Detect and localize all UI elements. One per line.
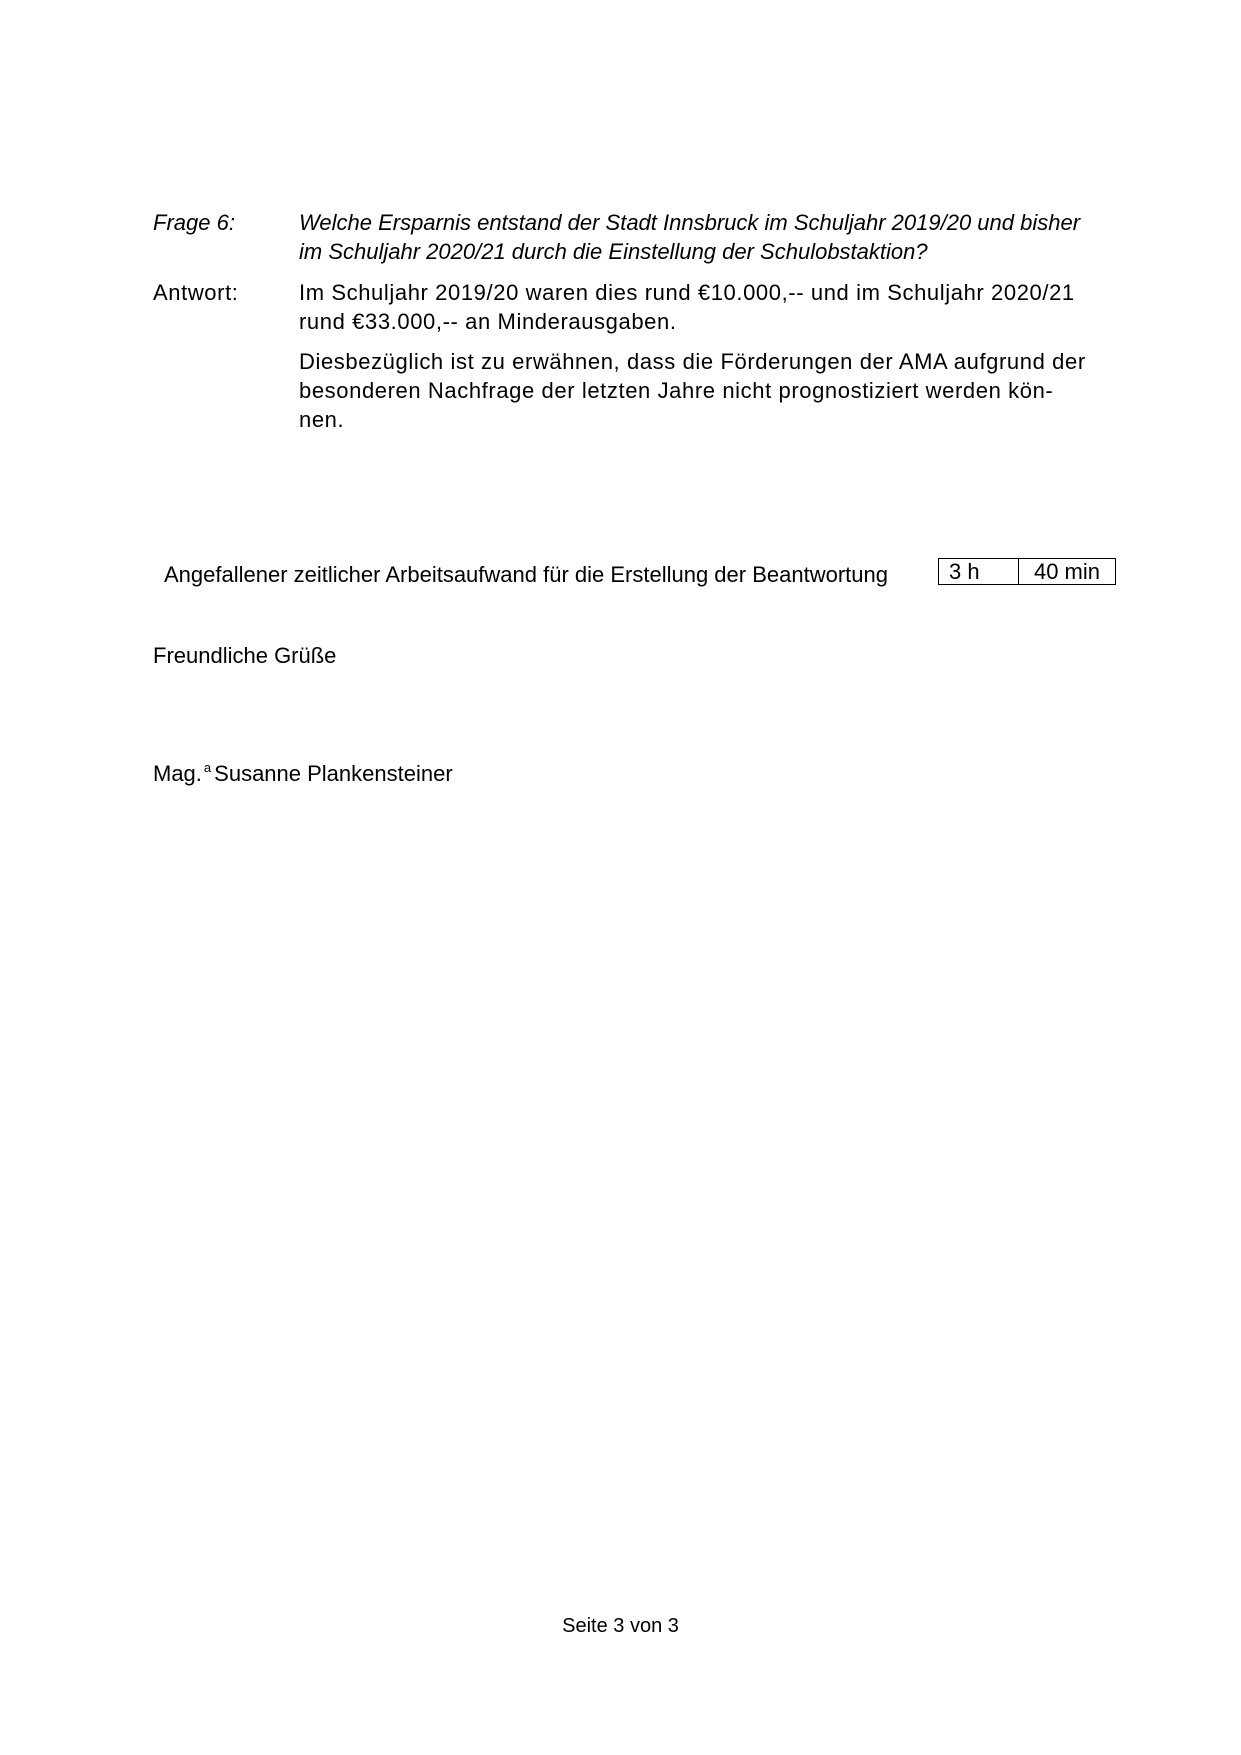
question-block: [153, 208, 1133, 268]
answer-text: [299, 278, 1133, 434]
effort-label: Angefallener zeitlicher Arbeitsaufwand für die Erstellung der Beantwortung: [164, 562, 888, 587]
effort-minutes: 40 min: [1033, 559, 1101, 584]
answer-label: Antwort:: [153, 280, 239, 305]
answer-line: besonderen Nachfrage der letzten Jahre nicht prognostiziert werden kön-: [299, 378, 1054, 403]
effort-time-box: [938, 558, 1116, 585]
signature: [153, 753, 453, 788]
question-text: [299, 208, 1133, 266]
signature-name: Susanne Plankensteiner: [214, 761, 453, 786]
signature-title-suffix: a: [203, 760, 212, 775]
answer-line: rund €33.000,-- an Minderausgaben.: [299, 309, 677, 334]
answer-line: Diesbezüglich ist zu erwähnen, dass die Förderungen der AMA aufgrund der: [299, 349, 1086, 374]
answer-line: nen.: [299, 407, 345, 432]
answer-block: [153, 278, 1133, 438]
answer-line: Im Schuljahr 2019/20 waren dies rund €10.000,-- und im Schuljahr 2020/21: [299, 280, 1075, 305]
greeting: Freundliche Grüße: [153, 643, 337, 668]
question-label: Frage 6:: [153, 210, 235, 235]
question-line: Welche Ersparnis entstand der Stadt Innsbruck im Schuljahr 2019/20 und bisher: [299, 210, 1081, 235]
effort-hours: 3 h: [939, 559, 1019, 584]
answer-paragraph-2: [299, 347, 1133, 434]
page-number: Seite 3 von 3: [562, 1615, 679, 1637]
signature-title: Mag.: [153, 761, 202, 786]
answer-paragraph-1: [299, 278, 1133, 336]
question-line: im Schuljahr 2020/21 durch die Einstellung der Schulobstaktion?: [299, 239, 928, 264]
